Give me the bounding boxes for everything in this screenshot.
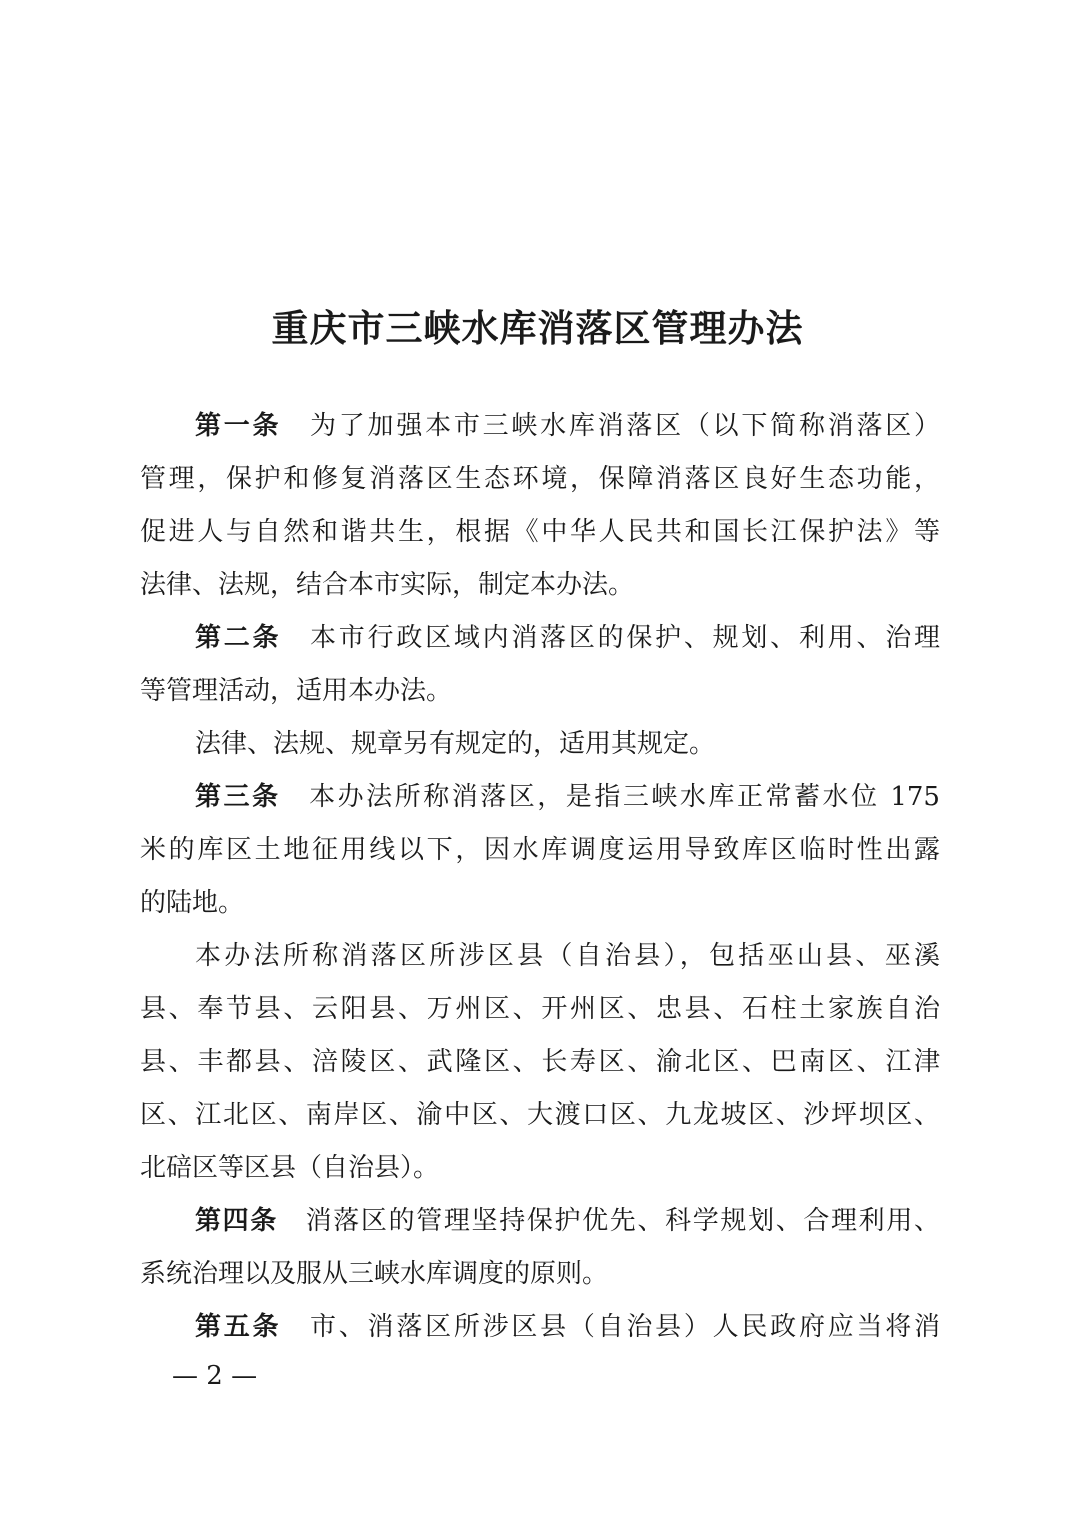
article-label: 第二条 [195, 623, 282, 653]
page-number: — 2 — [172, 1361, 258, 1391]
paragraph-text: 消落区的管理坚持保护优先、科学规划、合理利用、 [303, 1206, 940, 1236]
article-3-paragraph-2-line-2: 县、奉节县、云阳县、万州区、开州区、忠县、石柱土家族自治 [140, 994, 940, 1024]
article-2-paragraph-2: 法律、法规、规章另有规定的，适用其规定。 [195, 729, 716, 759]
article-3-line-1 [195, 777, 940, 817]
article-label: 第三条 [195, 782, 281, 812]
article-4-line-2: 系统治理以及服从三峡水库调度的原则。 [140, 1259, 609, 1289]
paragraph-text: 本办法所称消落区，是指三峡水库正常蓄水位 175 [306, 782, 940, 812]
article-1-line-2: 管理，保护和修复消落区生态环境，保障消落区良好生态功能， [140, 464, 940, 494]
article-1-line-3: 促进人与自然和谐共生，根据《中华人民共和国长江保护法》等 [140, 517, 940, 547]
article-label: 第一条 [195, 411, 282, 441]
document-title: 重庆市三峡水库消落区管理办法 [271, 307, 804, 350]
article-1-line-1 [195, 406, 940, 446]
article-label: 第四条 [195, 1206, 278, 1236]
article-3-paragraph-2-line-5: 北碚区等区县（自治县）。 [140, 1153, 440, 1183]
paragraph-text: 本市行政区域内消落区的保护、规划、利用、治理 [307, 623, 940, 653]
article-3-paragraph-2-line-1: 本办法所称消落区所涉区县（自治县），包括巫山县、巫溪 [195, 941, 940, 971]
article-3-line-2: 米的库区土地征用线以下，因水库调度运用导致库区临时性出露 [140, 835, 940, 865]
article-5-line-1 [195, 1307, 940, 1347]
article-1-line-4: 法律、法规，结合本市实际，制定本办法。 [140, 570, 635, 600]
article-2-line-1 [195, 618, 940, 658]
article-3-paragraph-2-line-3: 县、丰都县、涪陵区、武隆区、长寿区、渝北区、巴南区、江津 [140, 1047, 940, 1077]
article-2-line-2: 等管理活动，适用本办法。 [140, 676, 453, 706]
article-label: 第五条 [195, 1312, 282, 1342]
article-3-paragraph-2-line-4: 区、江北区、南岸区、渝中区、大渡口区、九龙坡区、沙坪坝区、 [140, 1100, 940, 1130]
article-3-line-3: 的陆地。 [140, 888, 245, 918]
paragraph-text: 市、消落区所涉区县（自治县）人民政府应当将消 [307, 1312, 940, 1342]
article-4-line-1 [195, 1201, 940, 1241]
paragraph-text: 为了加强本市三峡水库消落区（以下简称消落区） [307, 411, 940, 441]
